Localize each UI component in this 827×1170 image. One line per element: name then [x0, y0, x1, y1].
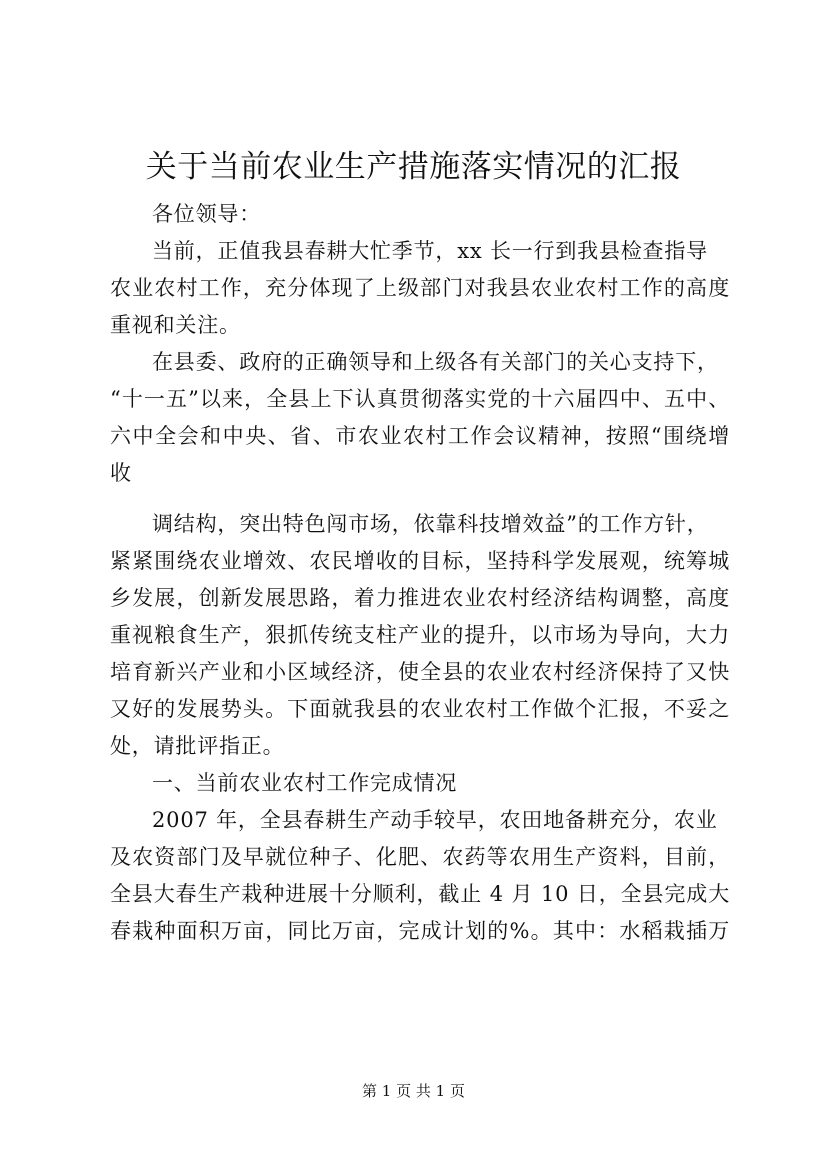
greeting-line: 各位领导：	[152, 202, 261, 226]
page-footer: 第 1 页 共 1 页	[362, 1082, 465, 1100]
paragraph-line: 调结构，突出特色闯市场，依靠科技增效益”的工作方针，	[152, 512, 709, 536]
paragraph-line: 收	[110, 461, 132, 485]
paragraph-gap	[110, 492, 730, 506]
paragraph-line: 紧紧围绕农业增效、农民增收的目标，坚持科学发展观，统筹城	[110, 549, 730, 573]
paragraph-line: 及农资部门及早就位种子、化肥、农药等农用生产资料，目前，	[110, 845, 730, 869]
paragraph-line: 处，请批评指正。	[110, 734, 285, 758]
paragraph-line: 重视和关注。	[110, 313, 241, 337]
paragraph-line: 乡发展，创新发展思路，着力推进农业农村经济结构调整，高度	[110, 586, 730, 610]
paragraph-line: 全县大春生产栽种进展十分顺利，截止 4 月 10 日，全县完成大	[110, 882, 730, 906]
paragraph-line: 重视粮食生产，狠抓传统支柱产业的提升，以市场为导向，大力	[110, 623, 730, 647]
paragraph-line: 农业农村工作，充分体现了上级部门对我县农业农村工作的高度	[110, 276, 730, 300]
paragraph-line: 又好的发展势头。下面就我县的农业农村工作做个汇报，不妥之	[110, 697, 730, 721]
paragraph-line: 春栽种面积万亩，同比万亩，完成计划的%。其中：水稻栽插万	[110, 919, 730, 943]
paragraph-line: 2007 年，全县春耕生产动手较早，农田地备耕充分，农业	[152, 808, 718, 832]
paragraph-line: “十一五”以来，全县上下认真贯彻落实党的十六届四中、五中、	[110, 387, 730, 411]
paragraph-line: 在县委、政府的正确领导和上级各有关部门的关心支持下，	[152, 350, 719, 374]
section-heading: 一、当前农业农村工作完成情况	[152, 771, 458, 795]
paragraph-line: 当前，正值我县春耕大忙季节，xx 长一行到我县检查指导	[152, 239, 708, 263]
document-title: 关于当前农业生产措施落实情况的汇报	[145, 149, 682, 185]
document-body	[110, 196, 730, 950]
paragraph-line: 培育新兴产业和小区域经济，使全县的农业农村经济保持了又快	[110, 660, 730, 684]
paragraph-line: 六中全会和中央、省、市农业农村工作会议精神，按照“围绕增	[110, 424, 730, 448]
